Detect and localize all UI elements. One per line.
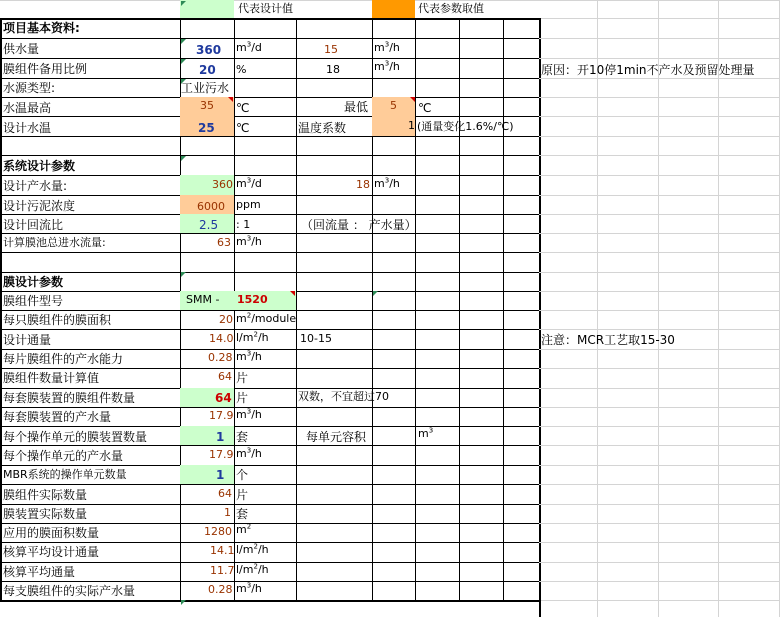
cell-marker xyxy=(181,59,186,64)
model-label: 膜组件型号 xyxy=(3,294,64,308)
capacity-hourly: 18 xyxy=(356,178,370,191)
grid-row-border xyxy=(0,116,539,117)
devices-per-unit-value[interactable]: 1 xyxy=(216,430,225,444)
grid-column-line xyxy=(415,18,416,600)
water-supply-hourly: 15 xyxy=(324,43,338,56)
grid-row-border xyxy=(0,252,539,253)
unit-volume-unit: $m^3$ xyxy=(418,426,434,440)
legend-design-label: 代表设计值 xyxy=(238,2,293,15)
devices-per-unit-label: 每个操作单元的膜装置数量 xyxy=(3,430,148,444)
cell-marker xyxy=(181,1,186,6)
inflow-unit: $m^3/h$ xyxy=(236,234,262,248)
per-piece-value: 0.28 xyxy=(208,351,233,364)
inflow-label: 计算膜池总进水流量: xyxy=(3,236,106,249)
legend-design-swatch xyxy=(180,0,234,18)
unit-volume-label: 每单元容积 xyxy=(306,430,367,444)
comment-indicator xyxy=(410,97,415,102)
grid-column-line xyxy=(718,0,719,617)
capacity-label: 设计产水量: xyxy=(3,179,68,193)
reserve-extra-unit: $m^3/h$ xyxy=(374,59,400,73)
grid-row-border xyxy=(0,97,539,98)
grid-row-border xyxy=(0,329,539,330)
design-temp-label: 设计水温 xyxy=(3,121,52,135)
actual-modules-unit: 片 xyxy=(236,488,249,502)
per-device-label: 每套膜装置的膜组件数量 xyxy=(3,391,136,405)
reserve-unit: % xyxy=(236,63,247,76)
actual-output-unit: $m^3/h$ xyxy=(236,581,262,595)
flux-unit: $l/m^2/h$ xyxy=(236,330,269,344)
capacity-hourly-unit: $m^3/h$ xyxy=(374,176,400,190)
applied-area-value: 1280 xyxy=(204,525,232,538)
applied-area-label: 应用的膜面积数量 xyxy=(3,526,100,540)
area-each-value: 20 xyxy=(219,313,233,326)
grid-column-line xyxy=(296,18,297,600)
water-supply-unit: $m^3/d$ xyxy=(236,40,262,54)
temp-max-value[interactable]: 35 xyxy=(200,99,214,112)
grid-column-line xyxy=(658,0,659,617)
per-device-value[interactable]: 64 xyxy=(215,391,232,405)
unit-output-label: 每个操作单元的产水量 xyxy=(3,449,124,463)
flux-value[interactable]: 14.0 xyxy=(209,332,234,345)
grid-row-border xyxy=(0,195,539,196)
water-supply-label: 供水量 xyxy=(3,42,40,56)
count-calc-value: 64 xyxy=(218,370,232,383)
flux-range: 10-15 xyxy=(300,332,332,345)
reflux-label: 设计回流比 xyxy=(3,218,64,232)
grid-row-border xyxy=(0,562,539,563)
unit-output-unit: $m^3/h$ xyxy=(236,446,262,460)
devices-per-unit-unit: 套 xyxy=(236,430,249,444)
grid-row-border xyxy=(0,484,539,485)
actual-devices-value: 1 xyxy=(224,506,231,519)
inflow-value: 63 xyxy=(217,236,231,249)
temp-coef-value[interactable]: 1 xyxy=(408,119,415,132)
reserve-value[interactable]: 20 xyxy=(199,63,216,77)
grid-row-border xyxy=(0,175,539,176)
check-design-flux-value: 14.1 xyxy=(210,544,235,557)
area-each-label: 每只膜组件的膜面积 xyxy=(3,313,112,327)
sheet-bottom-border xyxy=(0,600,541,602)
flux-note: 注意：MCR工艺取15-30 xyxy=(541,333,675,347)
device-output-unit: $m^3/h$ xyxy=(236,407,262,421)
actual-devices-unit: 套 xyxy=(236,507,249,521)
check-design-flux-unit: $l/m^2/h$ xyxy=(236,542,269,556)
source-value[interactable]: 工业污水 xyxy=(181,81,230,95)
grid-column-line xyxy=(539,18,541,617)
mbr-units-unit: 个 xyxy=(236,468,249,482)
temp-coef-note: (通量变化1.6%/℃) xyxy=(417,120,514,133)
comment-indicator xyxy=(228,97,233,102)
area-each-unit: $m^2$/module xyxy=(236,311,297,325)
cell-marker xyxy=(181,600,186,605)
legend-param-label: 代表参数取值 xyxy=(418,2,484,15)
source-label: 水源类型: xyxy=(3,81,56,95)
check-design-flux-label: 核算平均设计通量 xyxy=(3,545,100,559)
per-piece-label: 每片膜组件的产水能力 xyxy=(3,352,124,366)
sludge-label: 设计污泥浓度 xyxy=(3,199,76,213)
reserve-label: 膜组件备用比例 xyxy=(3,62,88,76)
grid-row-border xyxy=(0,78,539,79)
grid-row-border xyxy=(0,155,539,156)
sheet-left-border xyxy=(0,18,2,600)
check-flux-unit: $l/m^2/h$ xyxy=(236,562,269,576)
check-flux-label: 核算平均通量 xyxy=(3,565,76,579)
cell-marker xyxy=(181,39,186,44)
sludge-value[interactable]: 6000 xyxy=(197,200,225,213)
cell-marker xyxy=(373,291,378,296)
per-device-note: 双数，不宜超过70 xyxy=(298,390,389,403)
model-prefix: SMM - xyxy=(186,293,220,306)
count-calc-unit: 片 xyxy=(236,371,249,385)
mbr-units-label: MBR系统的操作单元数量 xyxy=(3,468,127,481)
sludge-unit: ppm xyxy=(236,198,261,211)
grid-row-border xyxy=(0,426,539,427)
grid-row-border xyxy=(0,136,539,137)
temp-min-value[interactable]: 5 xyxy=(390,99,397,112)
actual-modules-value: 64 xyxy=(218,487,232,500)
model-value[interactable]: 1520 xyxy=(237,293,268,306)
comment-indicator xyxy=(290,291,295,296)
per-piece-unit: $m^3/h$ xyxy=(236,349,262,363)
temp-max-label: 水温最高 xyxy=(3,101,52,115)
temp-max-unit: ℃ xyxy=(236,101,250,115)
basic-section-title: 项目基本资料: xyxy=(3,21,80,35)
water-supply-hourly-unit: $m^3/h$ xyxy=(374,40,400,54)
membrane-section-title: 膜设计参数 xyxy=(3,275,64,289)
unit-output-value: 17.9 xyxy=(209,448,234,461)
capacity-unit: $m^3/d$ xyxy=(236,176,262,190)
reflux-note: （回流量 ： 产水量） xyxy=(301,218,417,232)
per-device-unit: 片 xyxy=(236,391,249,405)
actual-modules-label: 膜组件实际数量 xyxy=(3,488,88,502)
reflux-unit: : 1 xyxy=(236,218,251,231)
count-calc-label: 膜组件数量计算值 xyxy=(3,371,100,385)
actual-devices-label: 膜装置实际数量 xyxy=(3,507,88,521)
grid-row-border xyxy=(0,272,539,273)
cell-marker xyxy=(181,79,186,84)
temp-coef-label: 温度系数 xyxy=(298,121,347,135)
actual-output-label: 每支膜组件的实际产水量 xyxy=(3,584,136,598)
grid-column-line xyxy=(503,18,504,600)
flux-label: 设计通量 xyxy=(3,333,52,347)
device-output-value: 17.9 xyxy=(209,409,234,422)
legend-param-swatch xyxy=(372,0,415,18)
cell-marker xyxy=(181,156,186,161)
system-section-title: 系统设计参数 xyxy=(3,159,76,173)
reserve-note: 原因：开10停1min不产水及预留处理量 xyxy=(541,63,755,77)
check-flux-value: 11.7 xyxy=(210,564,235,577)
actual-output-value: 0.28 xyxy=(208,583,233,596)
reserve-extra: 18 xyxy=(326,63,340,76)
water-supply-value[interactable]: 360 xyxy=(196,43,222,57)
design-temp-unit: ℃ xyxy=(236,121,250,135)
temp-min-label: 最低 xyxy=(344,100,369,114)
mbr-units-cell[interactable] xyxy=(180,465,234,484)
grid-row-border xyxy=(0,18,541,20)
device-output-label: 每套膜装置的产水量 xyxy=(3,410,112,424)
grid-column-line xyxy=(597,0,598,617)
mbr-units-value[interactable]: 1 xyxy=(216,468,225,482)
grid-row-border xyxy=(0,38,539,39)
capacity-value[interactable]: 360 xyxy=(212,178,233,191)
grid-row-border xyxy=(0,58,539,59)
design-temp-value[interactable]: 25 xyxy=(198,121,215,135)
reflux-value[interactable]: 2.5 xyxy=(199,218,219,232)
devices-per-unit-cell[interactable] xyxy=(180,426,234,445)
grid-column-line xyxy=(459,18,460,600)
cell-marker xyxy=(181,272,186,277)
temp-min-unit: ℃ xyxy=(418,101,432,115)
grid-row-border xyxy=(0,214,539,215)
applied-area-unit: $m^2$ xyxy=(236,522,252,536)
